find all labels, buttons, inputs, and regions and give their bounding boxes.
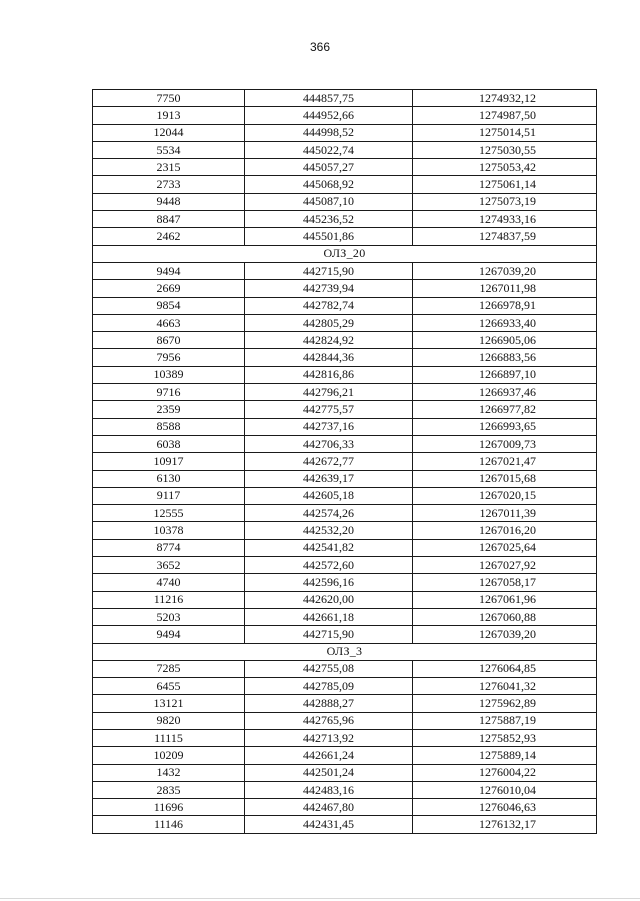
table-row [93,141,597,158]
table-row [93,626,597,643]
table-row [93,712,597,729]
x-coordinate-cell: 442755,08 [245,660,413,677]
x-coordinate-cell: 442844,36 [245,349,413,366]
table-row [93,522,597,539]
x-coordinate-cell: 442431,45 [245,816,413,833]
x-coordinate-cell: 442782,74 [245,297,413,314]
table-row [93,349,597,366]
y-coordinate-cell: 1267011,39 [413,505,597,522]
section-title: ОЛЗ_3 [93,643,597,660]
point-number-cell: 3652 [93,557,245,574]
y-coordinate-cell: 1267015,68 [413,470,597,487]
x-coordinate-cell: 442483,16 [245,781,413,798]
table-row [93,228,597,245]
table-row [93,557,597,574]
x-coordinate-cell: 442706,33 [245,435,413,452]
x-coordinate-cell: 442572,60 [245,557,413,574]
point-number-cell: 10209 [93,747,245,764]
table-row [93,297,597,314]
x-coordinate-cell: 442888,27 [245,695,413,712]
point-number-cell: 2462 [93,228,245,245]
point-number-cell: 10378 [93,522,245,539]
y-coordinate-cell: 1276064,85 [413,660,597,677]
y-coordinate-cell: 1276132,17 [413,816,597,833]
y-coordinate-cell: 1267016,20 [413,522,597,539]
x-coordinate-cell: 442532,20 [245,522,413,539]
point-number-cell: 11115 [93,729,245,746]
point-number-cell: 7750 [93,90,245,107]
point-number-cell: 9117 [93,487,245,504]
point-number-cell: 10917 [93,453,245,470]
point-number-cell: 9494 [93,262,245,279]
y-coordinate-cell: 1275061,14 [413,176,597,193]
point-number-cell: 6455 [93,678,245,695]
table-row [93,799,597,816]
x-coordinate-cell: 442816,86 [245,366,413,383]
table-row [93,453,597,470]
y-coordinate-cell: 1266977,82 [413,401,597,418]
x-coordinate-cell: 442574,26 [245,505,413,522]
point-number-cell: 12044 [93,124,245,141]
table-row [93,764,597,781]
x-coordinate-cell: 442824,92 [245,332,413,349]
y-coordinate-cell: 1275889,14 [413,747,597,764]
section-header-row [93,643,597,660]
table-row [93,332,597,349]
point-number-cell: 8774 [93,539,245,556]
point-number-cell: 2359 [93,401,245,418]
x-coordinate-cell: 442501,24 [245,764,413,781]
y-coordinate-cell: 1275030,55 [413,141,597,158]
table-row [93,401,597,418]
y-coordinate-cell: 1275887,19 [413,712,597,729]
y-coordinate-cell: 1274933,16 [413,211,597,228]
y-coordinate-cell: 1267009,73 [413,435,597,452]
table-row [93,781,597,798]
table-row [93,574,597,591]
x-coordinate-cell: 442737,16 [245,418,413,435]
point-number-cell: 1913 [93,107,245,124]
x-coordinate-cell: 445236,52 [245,211,413,228]
table-row [93,695,597,712]
point-number-cell: 11216 [93,591,245,608]
point-number-cell: 5203 [93,608,245,625]
point-number-cell: 9494 [93,626,245,643]
point-number-cell: 9716 [93,384,245,401]
y-coordinate-cell: 1267025,64 [413,539,597,556]
point-number-cell: 13121 [93,695,245,712]
x-coordinate-cell: 445057,27 [245,159,413,176]
section-title: ОЛЗ_20 [93,245,597,262]
table-row [93,314,597,331]
section-header-row [93,245,597,262]
x-coordinate-cell: 442713,92 [245,729,413,746]
x-coordinate-cell: 444857,75 [245,90,413,107]
table-row [93,280,597,297]
x-coordinate-cell: 442541,82 [245,539,413,556]
table-row [93,90,597,107]
x-coordinate-cell: 442605,18 [245,487,413,504]
point-number-cell: 9448 [93,193,245,210]
table-row [93,729,597,746]
y-coordinate-cell: 1266933,40 [413,314,597,331]
table-row [93,159,597,176]
x-coordinate-cell: 444998,52 [245,124,413,141]
table-row [93,660,597,677]
table-row [93,193,597,210]
table-row [93,539,597,556]
table-row [93,418,597,435]
table-row [93,470,597,487]
table-row [93,262,597,279]
table-row [93,107,597,124]
point-number-cell: 5534 [93,141,245,158]
x-coordinate-cell: 442672,77 [245,453,413,470]
x-coordinate-cell: 445068,92 [245,176,413,193]
point-number-cell: 8670 [93,332,245,349]
y-coordinate-cell: 1275073,19 [413,193,597,210]
y-coordinate-cell: 1267011,98 [413,280,597,297]
y-coordinate-cell: 1266905,06 [413,332,597,349]
x-coordinate-cell: 442620,00 [245,591,413,608]
point-number-cell: 7285 [93,660,245,677]
x-coordinate-cell: 444952,66 [245,107,413,124]
table-row [93,816,597,833]
table-row [93,505,597,522]
table-row [93,487,597,504]
coordinates-table-body [93,90,597,834]
y-coordinate-cell: 1274987,50 [413,107,597,124]
table-row [93,608,597,625]
point-number-cell: 1432 [93,764,245,781]
y-coordinate-cell: 1266883,56 [413,349,597,366]
y-coordinate-cell: 1275014,51 [413,124,597,141]
y-coordinate-cell: 1276010,04 [413,781,597,798]
y-coordinate-cell: 1275962,89 [413,695,597,712]
y-coordinate-cell: 1267061,96 [413,591,597,608]
y-coordinate-cell: 1267039,20 [413,626,597,643]
y-coordinate-cell: 1275053,42 [413,159,597,176]
x-coordinate-cell: 442796,21 [245,384,413,401]
y-coordinate-cell: 1267027,92 [413,557,597,574]
y-coordinate-cell: 1276046,63 [413,799,597,816]
y-coordinate-cell: 1266978,91 [413,297,597,314]
point-number-cell: 8847 [93,211,245,228]
y-coordinate-cell: 1267058,17 [413,574,597,591]
point-number-cell: 11146 [93,816,245,833]
x-coordinate-cell: 442739,94 [245,280,413,297]
y-coordinate-cell: 1266993,65 [413,418,597,435]
point-number-cell: 11696 [93,799,245,816]
y-coordinate-cell: 1266937,46 [413,384,597,401]
table-row [93,591,597,608]
y-coordinate-cell: 1274932,12 [413,90,597,107]
x-coordinate-cell: 442715,90 [245,626,413,643]
point-number-cell: 2315 [93,159,245,176]
page-number: 366 [309,40,331,54]
x-coordinate-cell: 445501,86 [245,228,413,245]
x-coordinate-cell: 442785,09 [245,678,413,695]
x-coordinate-cell: 442715,90 [245,262,413,279]
y-coordinate-cell: 1276041,32 [413,678,597,695]
y-coordinate-cell: 1267039,20 [413,262,597,279]
x-coordinate-cell: 442765,96 [245,712,413,729]
point-number-cell: 2835 [93,781,245,798]
point-number-cell: 6038 [93,435,245,452]
table-row [93,384,597,401]
point-number-cell: 2733 [93,176,245,193]
point-number-cell: 4740 [93,574,245,591]
y-coordinate-cell: 1266897,10 [413,366,597,383]
point-number-cell: 8588 [93,418,245,435]
table-row [93,366,597,383]
coordinates-table [92,89,597,834]
y-coordinate-cell: 1275852,93 [413,729,597,746]
x-coordinate-cell: 442661,18 [245,608,413,625]
y-coordinate-cell: 1267060,88 [413,608,597,625]
x-coordinate-cell: 442661,24 [245,747,413,764]
y-coordinate-cell: 1274837,59 [413,228,597,245]
x-coordinate-cell: 442775,57 [245,401,413,418]
table-row [93,747,597,764]
x-coordinate-cell: 442805,29 [245,314,413,331]
x-coordinate-cell: 445087,10 [245,193,413,210]
table-row [93,435,597,452]
table-row [93,678,597,695]
page-bottom-edge [0,898,640,899]
point-number-cell: 2669 [93,280,245,297]
y-coordinate-cell: 1267021,47 [413,453,597,470]
x-coordinate-cell: 442639,17 [245,470,413,487]
point-number-cell: 9854 [93,297,245,314]
point-number-cell: 12555 [93,505,245,522]
table-row [93,176,597,193]
table-row [93,124,597,141]
point-number-cell: 9820 [93,712,245,729]
x-coordinate-cell: 442596,16 [245,574,413,591]
point-number-cell: 7956 [93,349,245,366]
point-number-cell: 6130 [93,470,245,487]
table-row [93,211,597,228]
point-number-cell: 4663 [93,314,245,331]
y-coordinate-cell: 1267020,15 [413,487,597,504]
point-number-cell: 10389 [93,366,245,383]
x-coordinate-cell: 442467,80 [245,799,413,816]
y-coordinate-cell: 1276004,22 [413,764,597,781]
x-coordinate-cell: 445022,74 [245,141,413,158]
